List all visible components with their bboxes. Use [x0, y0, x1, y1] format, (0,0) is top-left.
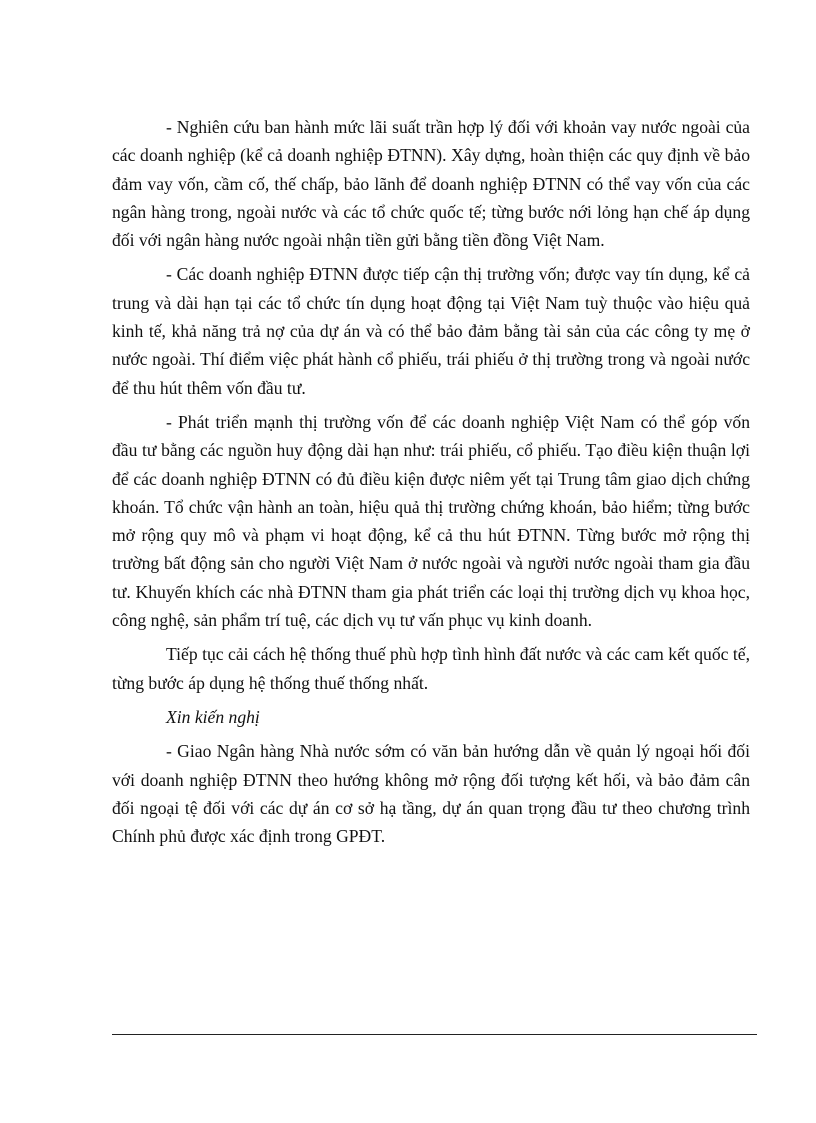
paragraph-tax-reform: Tiếp tục cải cách hệ thống thuế phù hợp tình hình đất nước và các cam kết quốc tế, từng bước áp dụng hệ thống thuế thống nhất.: [112, 644, 750, 693]
recommendation-heading: Xin kiến nghị: [166, 706, 260, 727]
paragraph-capital-market-development: - Phát triển mạnh thị trường vốn để các doanh nghiệp Việt Nam có thể góp vốn đầu tư bằng các nguồn huy động dài hạn như: trái phiếu, cổ phiếu. Tạo điều kiện thuận lợi để các doanh nghiệp ĐTNN có đủ điều kiện được niêm yết tại Trung tâm giao dịch chứng khoán. Tổ chức vận hành an toàn, hiệu quả thị trường chứng khoán, bảo hiểm; từng bước mở rộng quy mô và phạm vi hoạt động, kể cả thu hút ĐTNN. Từng bước mở rộng thị trường bất động sản cho người Việt Nam ở nước ngoài và người nước ngoài tham gia đầu tư. Khuyến khích các nhà ĐTNN tham gia phát triển các loại thị trường dịch vụ khoa học, công nghệ, sản phẩm trí tuệ, các dịch vụ tư vấn phục vụ kinh doanh.: [112, 411, 750, 631]
paragraph-foreign-loan-interest: - Nghiên cứu ban hành mức lãi suất trần hợp lý đối với khoản vay nước ngoài của các doanh nghiệp (kể cả doanh nghiệp ĐTNN). Xây dựng, hoàn thiện các quy định về bảo đảm vay vốn, cầm cố, thế chấp, bảo lãnh để doanh nghiệp ĐTNN có thể vay vốn của các ngân hàng trong, ngoài nước và các tổ chức quốc tế; từng bước nới lỏng hạn chế áp dụng đối với ngân hàng nước ngoài nhận tiền gửi bằng tiền đồng Việt Nam.: [112, 117, 750, 251]
footer-divider: [112, 1034, 757, 1035]
body-text: [112, 113, 750, 856]
paragraph-capital-market-access: - Các doanh nghiệp ĐTNN được tiếp cận thị trường vốn; được vay tín dụng, kể cả trung và dài hạn tại các tổ chức tín dụng hoạt động tại Việt Nam tuỳ thuộc vào hiệu quả kinh tế, khả năng trả nợ của dự án và có thể bảo đảm bằng tài sản của các công ty mẹ ở nước ngoài. Thí điểm việc phát hành cổ phiếu, trái phiếu ở thị trường trong và ngoài nước để thu hút thêm vốn đầu tư.: [112, 264, 750, 398]
paragraph-foreign-exchange-guidance: - Giao Ngân hàng Nhà nước sớm có văn bản hướng dẫn về quản lý ngoại hối đối với doanh nghiệp ĐTNN theo hướng không mở rộng đối tượng kết hối, và bảo đảm cân đối ngoại tệ đối với các dự án cơ sở hạ tầng, dự án quan trọng đầu tư theo chương trình Chính phủ được xác định trong GPĐT.: [112, 741, 750, 847]
